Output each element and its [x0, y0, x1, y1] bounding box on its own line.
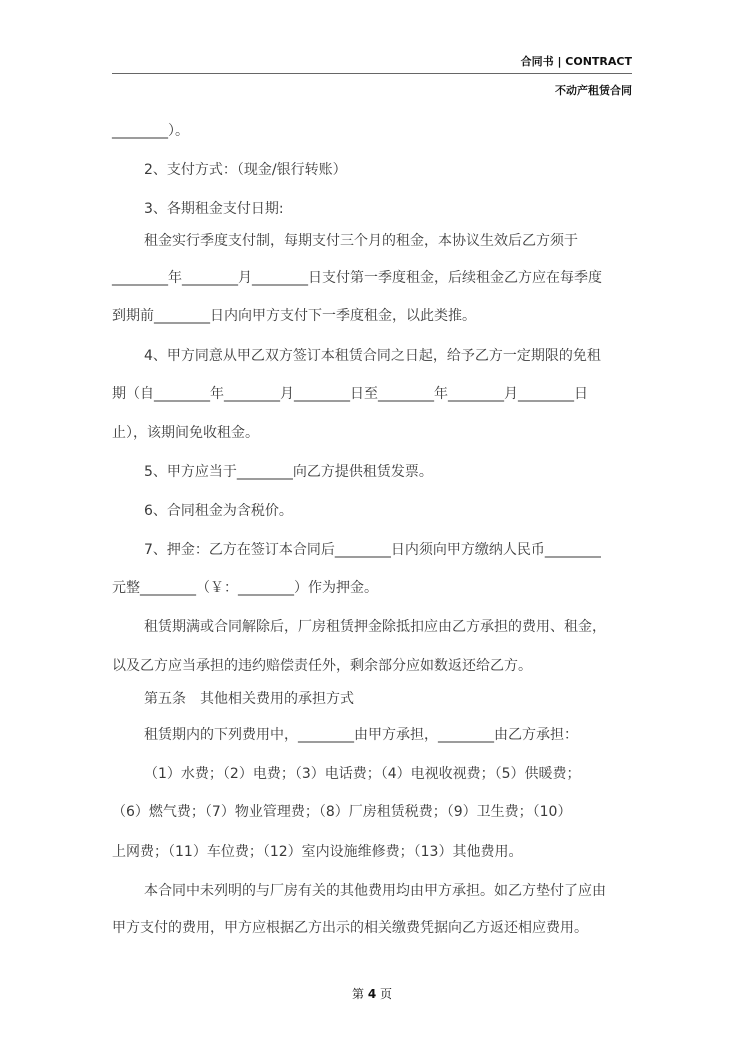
- text-line: 3、各期租金支付日期:: [144, 201, 284, 217]
- text-line: ________年________月________日支付第一季度租金，后续租金乙方应在每季度: [112, 270, 602, 286]
- text-line: 4、甲方同意从甲乙双方签订本租赁合同之日起，给予乙方一定期限的免租: [144, 348, 601, 364]
- header-title: 合同书 | CONTRACT: [520, 55, 632, 68]
- page-number-prefix: 第: [351, 987, 364, 1001]
- text-line: 期（自________年________月________日至________年________月________日: [112, 386, 588, 402]
- page-footer: [0, 985, 744, 1002]
- text-line: 本合同中未列明的与厂房有关的其他费用均由甲方承担。如乙方垫付了应由: [144, 883, 606, 899]
- text-line: 上网费；（11）车位费；（12）室内设施维修费；（13）其他费用。: [112, 844, 523, 860]
- text-line: 2、支付方式：（现金/银行转账）: [144, 162, 347, 178]
- text-line: （1）水费；（2）电费；（3）电话费；（4）电视收视费；（5）供暖费；: [144, 766, 581, 782]
- text-line: （6）燃气费；（7）物业管理费；（8）厂房租赁税费；（9）卫生费；（10）: [112, 804, 572, 820]
- section-heading: 第五条 其他相关费用的承担方式: [144, 691, 354, 707]
- text-line: 止），该期间免收租金。: [112, 425, 259, 441]
- page-number-suffix: 页: [380, 987, 393, 1001]
- text-line: 租赁期内的下列费用中，________由甲方承担，________由乙方承担：: [144, 727, 578, 743]
- header-subtitle: 不动产租赁合同: [555, 84, 632, 97]
- page-number: 4: [367, 987, 377, 1001]
- text-line: 5、甲方应当于________向乙方提供租赁发票。: [144, 464, 433, 480]
- text-line: 元整________（￥：________）作为押金。: [112, 580, 378, 596]
- text-line: 甲方支付的费用，甲方应根据乙方出示的相关缴费凭据向乙方返还相应费用。: [112, 920, 588, 936]
- text-line: 以及乙方应当承担的违约赔偿责任外，剩余部分应如数返还给乙方。: [112, 658, 532, 674]
- header-divider: [112, 73, 632, 74]
- text-line: 租赁期满或合同解除后，厂房租赁押金除抵扣应由乙方承担的费用、租金，: [144, 619, 606, 635]
- text-line: ________）。: [112, 123, 189, 139]
- text-line: 租金实行季度支付制，每期支付三个月的租金，本协议生效后乙方须于: [144, 233, 578, 249]
- text-line: 到期前________日内向甲方支付下一季度租金，以此类推。: [112, 308, 476, 324]
- text-line: 7、押金：乙方在签订本合同后________日内须向甲方缴纳人民币________: [144, 542, 601, 558]
- text-line: 6、合同租金为含税价。: [144, 503, 293, 519]
